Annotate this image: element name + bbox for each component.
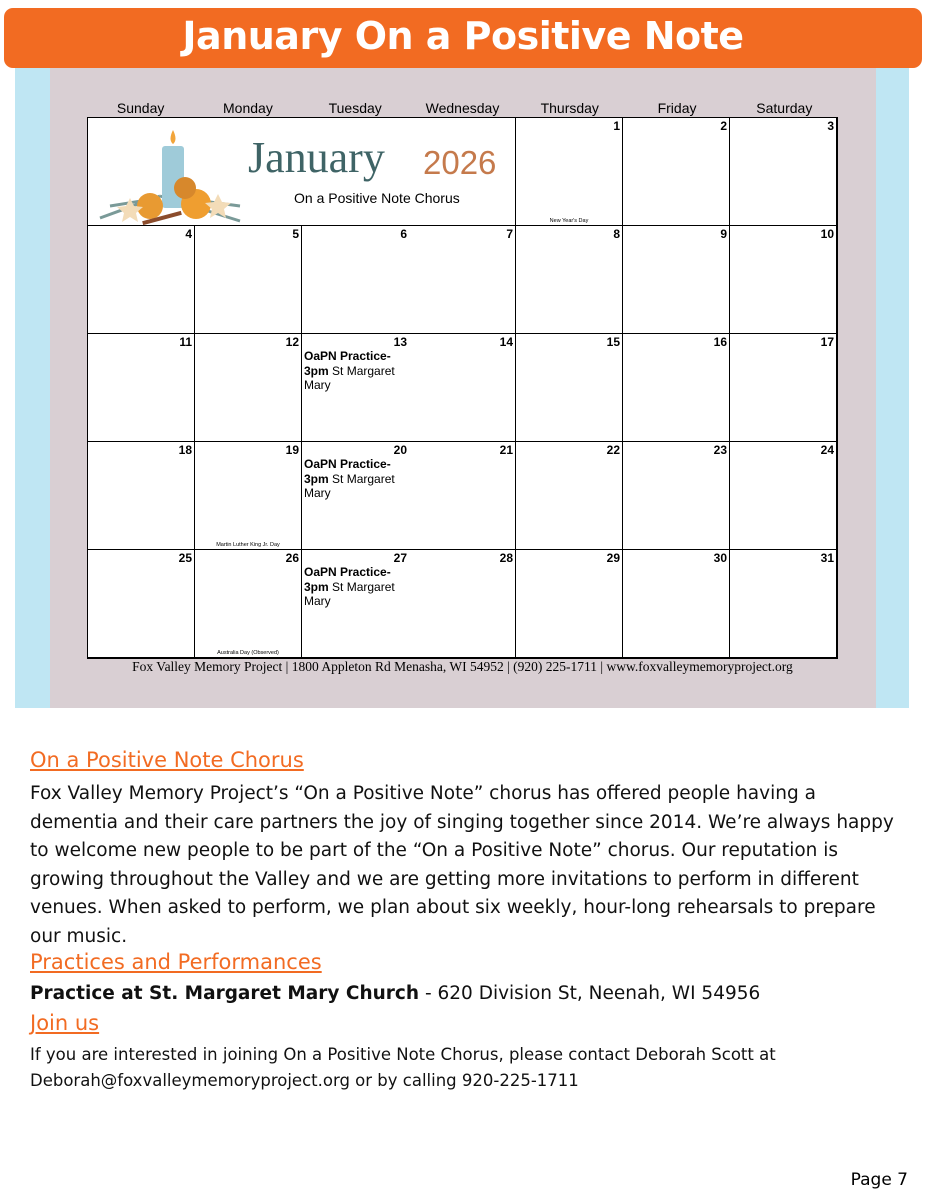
calendar-day-cell[interactable]: [516, 226, 623, 334]
day-number: 23: [713, 443, 727, 457]
day-number: 8: [613, 227, 620, 241]
day-number: 14: [499, 335, 513, 349]
practice-location-name: Practice at St. Margaret Mary Church: [30, 983, 420, 1004]
calendar-subtitle: On a Positive Note Chorus: [294, 190, 460, 206]
event-location: St Margaret Mary: [304, 579, 395, 608]
day-number: 21: [499, 443, 513, 457]
join-heading[interactable]: Join us: [30, 1011, 100, 1035]
event[interactable]: [304, 565, 407, 609]
day-number: 7: [506, 227, 513, 241]
candle-illustration-icon: [90, 126, 250, 226]
calendar-day-cell[interactable]: [88, 550, 195, 658]
holiday-label: Australia Day (Observed): [217, 650, 279, 656]
calendar-day-cell[interactable]: [623, 550, 730, 658]
calendar-title-cell: [88, 118, 516, 226]
calendar-day-cell[interactable]: [302, 550, 409, 658]
day-number: 15: [606, 335, 620, 349]
calendar-day-cell[interactable]: [730, 550, 837, 658]
calendar-day-cell[interactable]: [516, 442, 623, 550]
day-number: 29: [606, 551, 620, 565]
join-text: If you are interested in joining On a Positive Note Chorus, please contact Deborah Scott at Deborah@foxvalleymemoryproject.org or by calling 920-225-1711: [30, 1045, 776, 1090]
calendar-day-cell[interactable]: [195, 334, 302, 442]
calendar-day-cell[interactable]: [88, 334, 195, 442]
calendar-day-cell[interactable]: [302, 334, 409, 442]
day-number: 16: [713, 335, 727, 349]
calendar-footer: Fox Valley Memory Project | 1800 Appleton Rd Menasha, WI 54952 | (920) 225-1711 | www.foxvalleymemoryproject.org: [132, 659, 793, 674]
day-number: 30: [713, 551, 727, 565]
day-number: 6: [400, 227, 407, 241]
calendar-day-cell[interactable]: [730, 118, 837, 226]
calendar-day-cell[interactable]: [409, 226, 516, 334]
day-of-week-label: Saturday: [756, 100, 813, 116]
chorus-heading[interactable]: On a Positive Note Chorus: [30, 748, 304, 772]
day-number: 20: [393, 443, 407, 457]
calendar-day-cell[interactable]: [730, 226, 837, 334]
calendar-day-cell[interactable]: [88, 226, 195, 334]
day-number: 12: [285, 335, 299, 349]
calendar-year: 2026: [423, 144, 497, 181]
event-title: OaPN Practice-3pm: [304, 349, 391, 378]
event-title: OaPN Practice-3pm: [304, 457, 391, 486]
calendar-day-cell[interactable]: [730, 334, 837, 442]
calendar-day-cell[interactable]: [195, 226, 302, 334]
calendar-day-cell[interactable]: [195, 442, 302, 550]
calendar-month: January: [248, 133, 385, 182]
day-number: 13: [393, 335, 407, 349]
day-of-week-label: Thursday: [540, 100, 599, 116]
day-number: 24: [820, 443, 834, 457]
day-number: 9: [720, 227, 727, 241]
calendar-day-cell[interactable]: [516, 118, 623, 226]
day-number: 3: [827, 119, 834, 133]
calendar-day-cell[interactable]: [623, 334, 730, 442]
calendar-day-cell[interactable]: [409, 442, 516, 550]
event[interactable]: [304, 349, 407, 393]
holiday-label: Martin Luther King Jr. Day: [216, 542, 280, 548]
day-number: 4: [185, 227, 192, 241]
calendar-day-cell[interactable]: [516, 334, 623, 442]
day-number: 27: [393, 551, 407, 565]
day-number: 10: [820, 227, 834, 241]
event-location: St Margaret Mary: [304, 471, 395, 500]
calendar-day-cell[interactable]: [195, 550, 302, 658]
chorus-description: Fox Valley Memory Project’s “On a Positive Note” chorus has offered people having a dementia and their care partners the joy of singing together since 2014. We’re always happy to welcome new people to be part of the “On a Positive Note” chorus. Our reputation is growing throughout the Valley and we are getting more invitations to perform in different venues. When asked to perform, we plan about six weekly, hour-long rehearsals to prepare our music.: [30, 783, 894, 947]
day-number: 18: [178, 443, 192, 457]
holiday-label: New Year's Day: [549, 218, 589, 224]
calendar-grid: [87, 117, 838, 659]
event-location: St Margaret Mary: [304, 363, 395, 392]
day-of-week-label: Friday: [657, 100, 697, 116]
day-number: 26: [285, 551, 299, 565]
day-number: 11: [179, 335, 192, 349]
calendar-day-cell[interactable]: [730, 442, 837, 550]
day-number: 25: [178, 551, 192, 565]
day-number: 2: [720, 119, 727, 133]
day-number: 22: [606, 443, 620, 457]
day-number: 19: [285, 443, 299, 457]
day-number: 5: [292, 227, 299, 241]
calendar-day-cell[interactable]: [516, 550, 623, 658]
day-of-week-label: Sunday: [116, 100, 165, 116]
calendar-day-cell[interactable]: [623, 226, 730, 334]
day-number: 31: [820, 551, 834, 565]
calendar-day-cell[interactable]: [88, 442, 195, 550]
day-number: 17: [820, 335, 834, 349]
practice-address: - 620 Division St, Neenah, WI 54956: [419, 983, 761, 1004]
calendar-day-cell[interactable]: [302, 226, 409, 334]
day-of-week-label: Tuesday: [328, 100, 382, 116]
calendar-day-cell[interactable]: [302, 442, 409, 550]
calendar-day-cell[interactable]: [623, 442, 730, 550]
practices-heading[interactable]: Practices and Performances: [30, 950, 322, 974]
calendar-day-cell[interactable]: [623, 118, 730, 226]
calendar-day-cell[interactable]: [409, 334, 516, 442]
calendar-day-cell[interactable]: [409, 550, 516, 658]
page-number: Page 7: [850, 1170, 908, 1190]
practice-location: [30, 983, 900, 1004]
event[interactable]: [304, 457, 407, 501]
page-banner: January On a Positive Note: [4, 8, 922, 68]
event-title: OaPN Practice-3pm: [304, 565, 391, 594]
day-number: 1: [613, 119, 620, 133]
day-of-week-label: Wednesday: [425, 100, 500, 116]
day-of-week-header: [87, 100, 838, 116]
day-of-week-label: Monday: [223, 100, 273, 116]
day-number: 28: [499, 551, 513, 565]
